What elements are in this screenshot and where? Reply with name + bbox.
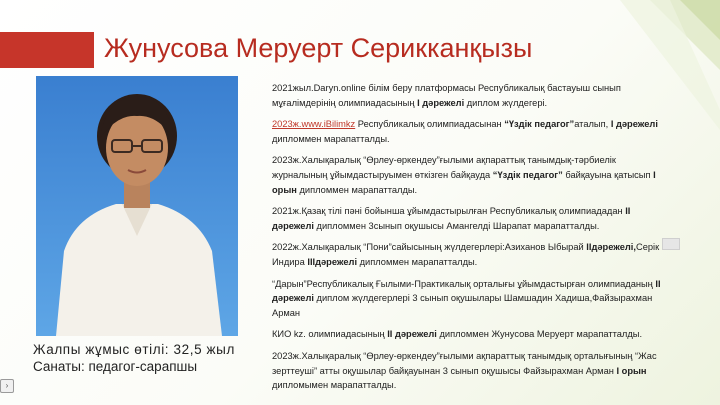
achievement-item: 2022ж.Халықаралық “Пони”сайысының жүлдегерлері:Азиханов Ыбырай ІІдәрежелі,Серік Индира ІІІдәрежелі дипломмен марапатталды. bbox=[272, 242, 660, 267]
achievement-item: “Дарын”Республикалық Ғылыми-Практикалық орталығы ұйымдастырған олимпиаданың ІІ дәрежелі диплом жүлдегерлері 3 сынып оқушылары Шамшадин Хадиша,Файзырахман Арман bbox=[272, 278, 661, 318]
portrait-photo bbox=[36, 76, 238, 336]
slide-nav-button[interactable]: › bbox=[0, 379, 14, 393]
ibilim-link[interactable]: 2023ж.www.iBilimkz bbox=[272, 119, 356, 130]
achievement-item: КИО kz. олимпиадасының ІІ дәрежелі дипломмен Жунусова Меруерт марапатталды. bbox=[272, 329, 643, 340]
resize-handle[interactable] bbox=[662, 238, 680, 250]
slide-title: Жунусова Меруерт Серикканқызы bbox=[104, 33, 533, 63]
profile-caption bbox=[33, 341, 235, 375]
category-text: Санаты: педагог-сарапшы bbox=[33, 359, 198, 374]
achievement-item: 2023ж.www.iBilimkz Республикалық олимпиадасынан “Үздік педагог”аталып, І дәрежелі дипломмен марапатталды. bbox=[272, 119, 658, 144]
achievement-item: 2021жыл.Daryn.online білім беру платформасы Республикалық бастауыш сынып мұғалімдерінің олимпиадасының І дәрежелі диплом жүлдегері. bbox=[272, 83, 621, 108]
title-accent-bar bbox=[0, 32, 94, 68]
work-experience-text: Жалпы жұмыс өтілі: 32,5 жыл bbox=[33, 342, 235, 357]
achievement-item: 2023ж.Халықаралық “Өрлеу-өркендеу”ғылыми ақпараттық танымдық-тәрбиелік журналының ұйымдастыруымен өткізген байқауда “Үздік педагог” байқауына қатысып І орын дипломмен марапатталды. bbox=[272, 155, 656, 195]
achievement-item: 2021ж.Қазақ тілі пәні бойынша ұйымдастырылған Республикалық олимпиададан ІІ дәрежелі дипломмен 3сынып оқушысы Амангелді Шарапат марапатталды. bbox=[272, 206, 631, 231]
achievements-list bbox=[272, 81, 672, 400]
achievement-item: 2023ж.Халықаралық “Өрлеу-өркендеу”ғылыми ақпараттық танымдық орталығының “Жас зерттеуші” атты оқушылар байқауынан 3 сынып оқушысы Файзырахман Арман І орын дипломымен марапатталды. bbox=[272, 350, 657, 391]
